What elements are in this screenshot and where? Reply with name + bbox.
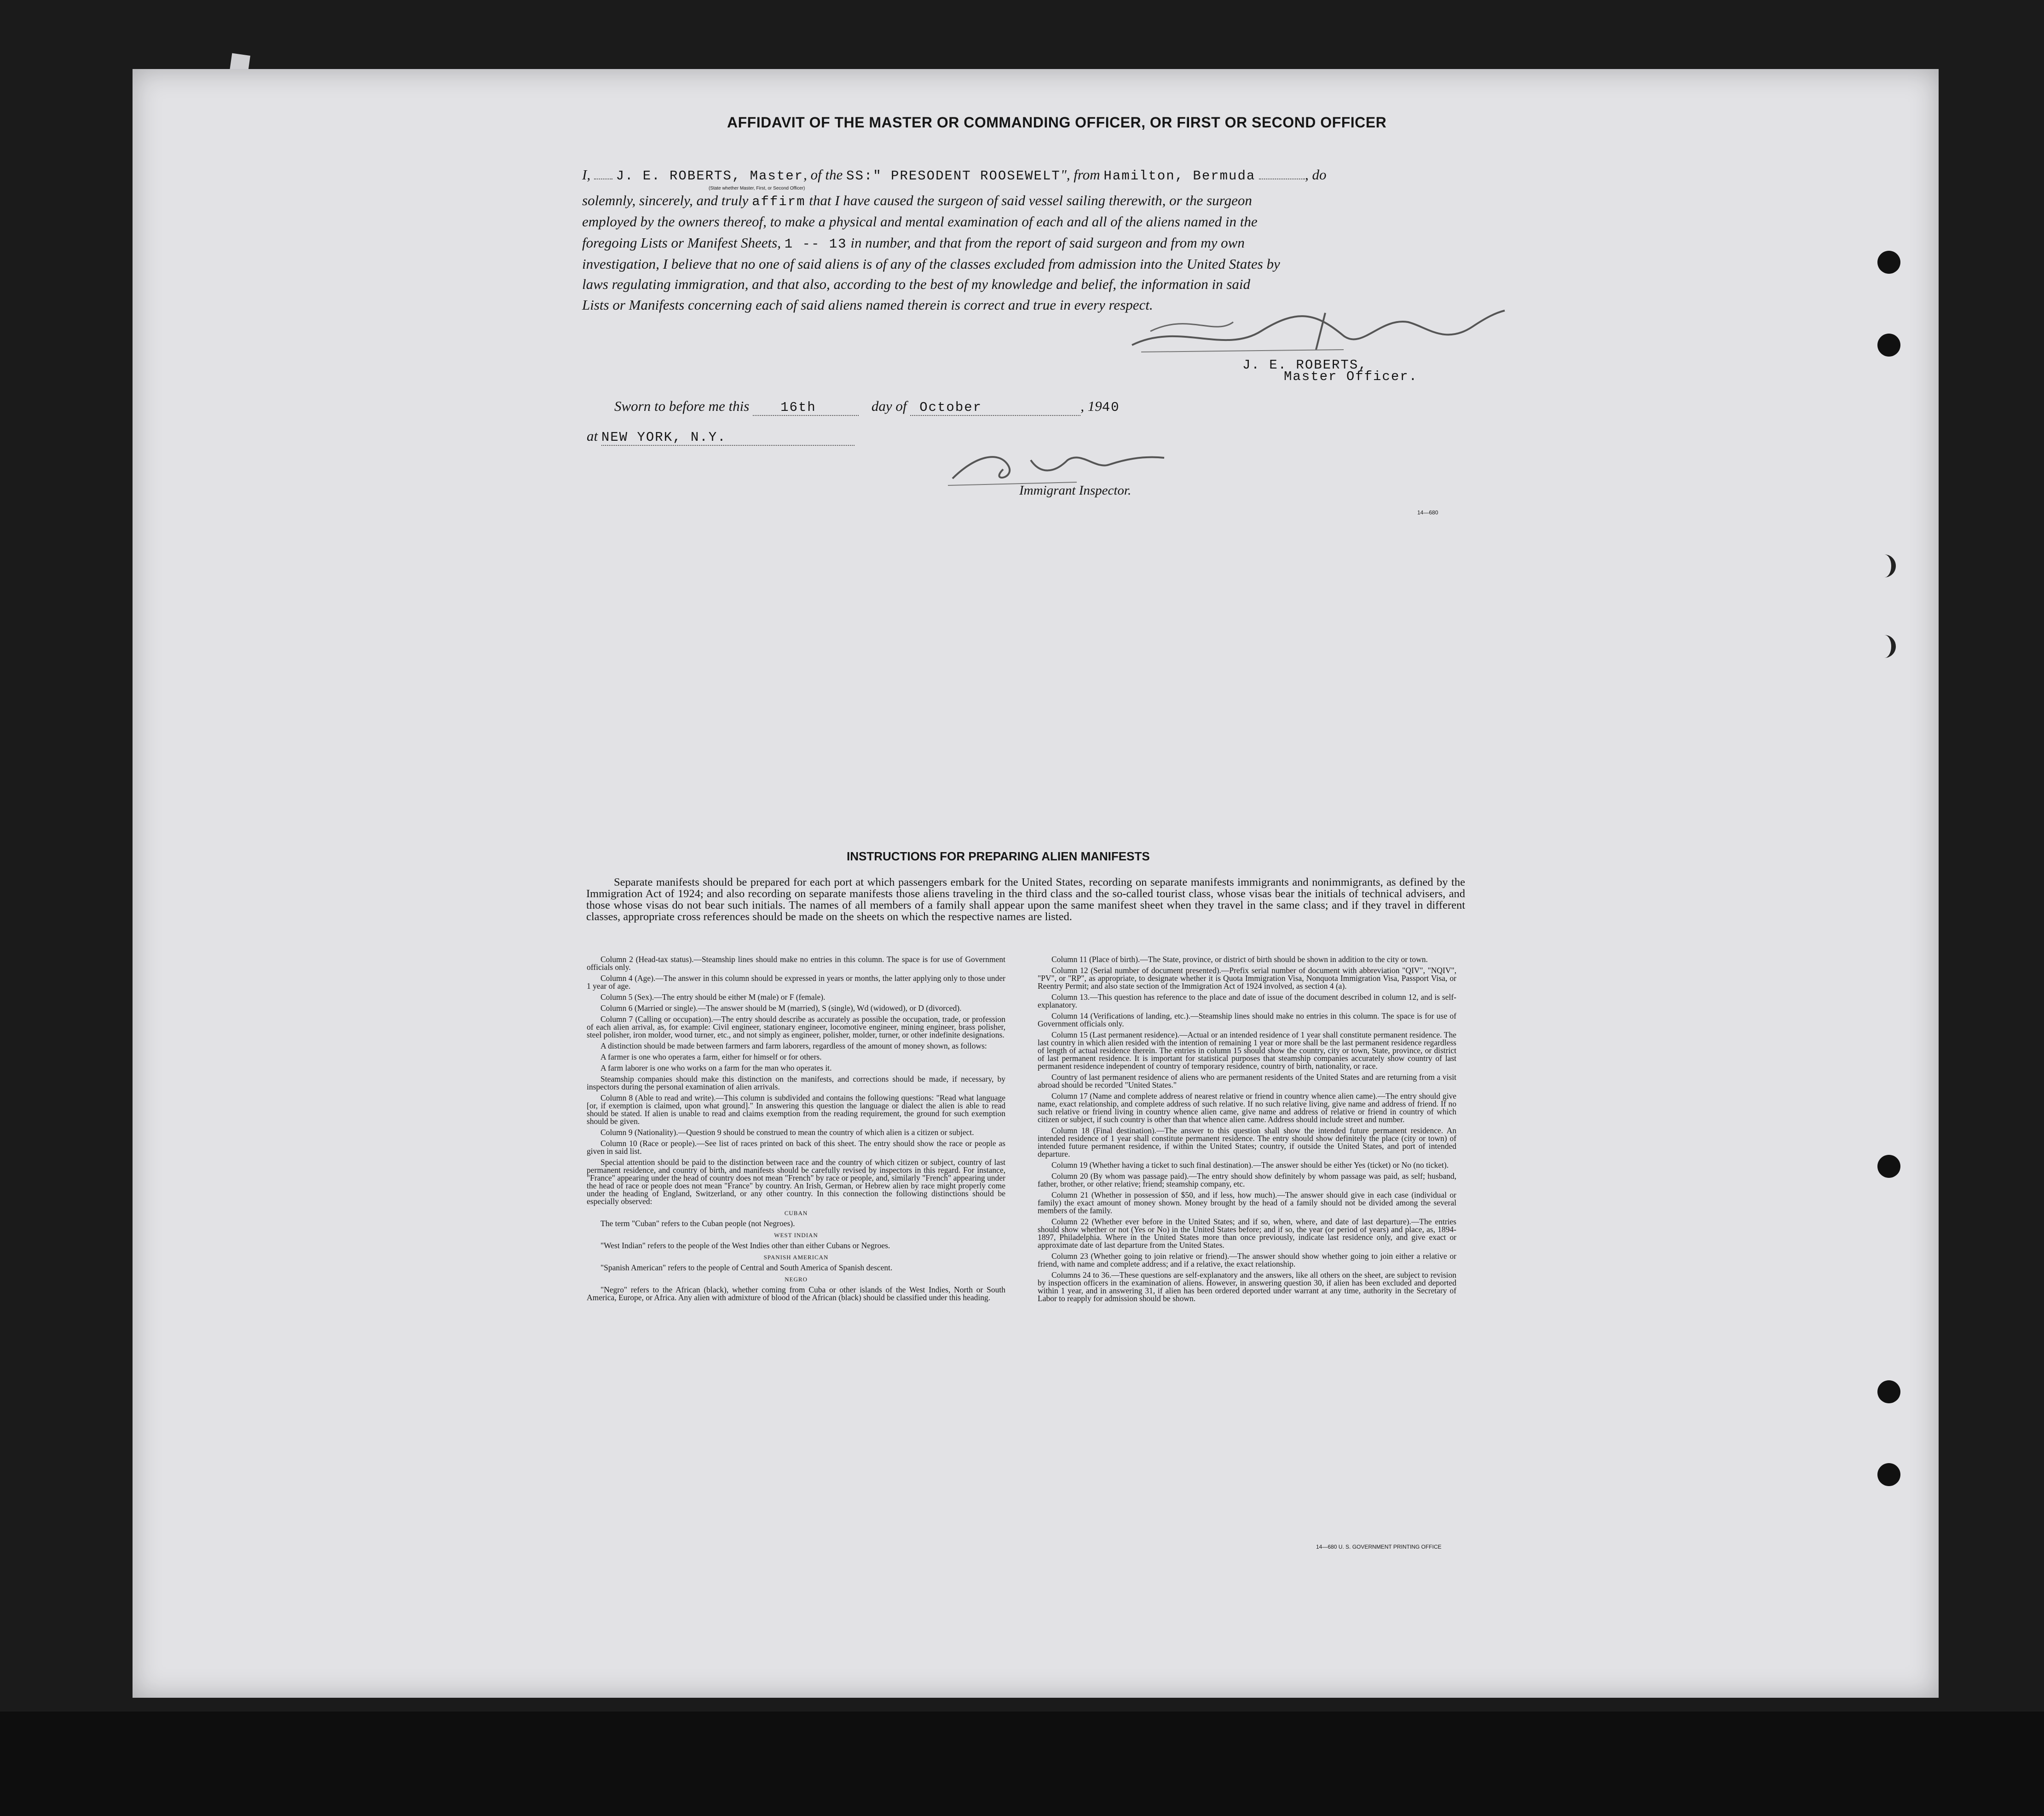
heading-negro: NEGRO [785, 1276, 808, 1283]
affidavit-line-6: laws regulating immigration, and that also, according to the best of my knowledge and belief, the information in said [582, 276, 1251, 292]
affirm-word: affirm [752, 194, 806, 209]
instructions-title: INSTRUCTIONS FOR PREPARING ALIEN MANIFESTS [847, 849, 1150, 863]
instruction-paragraph: Column 6 (Married or single).—The answer should be M (married), S (single), Wd (widowed), or D (divorced). [600, 1003, 962, 1013]
instruction-paragraph: Column 4 (Age).—The answer in this column should be expressed in years or months, the latter applying only to those under 1 year of age. [587, 974, 1005, 991]
sworn-label: Sworn to before me this [614, 398, 750, 414]
instruction-paragraph: Column 22 (Whether ever before in the United States; and if so, when, where, and date of last departure).—The entries should show whether or not (Yes or No) in the United States before; and if so, the year (or period of years) and place, as, 1894-1897, Philadelphia. Where in the United States more than once previously, indicate last residence only, and give exact or approximate date of last departure from the United States. [1038, 1217, 1456, 1250]
instruction-paragraph: Column 23 (Whether going to join relative or friend).—The answer should show whether going to join either a relative or friend, with name and complete address; and if a relative, the exact relationship. [1038, 1251, 1456, 1268]
affidavit-text: in number, and that from the report of said surgeon and from my own [850, 235, 1245, 251]
instruction-paragraph: Column 15 (Last permanent residence).—Actual or an intended residence of 1 year shall constitute permanent residence. The last country in which alien resided with the intention of remaining 1 year or more shall be the last permanent residence regardless of length of actual residence therein. The entries in column 15 should show the country, city or town, State, province, or district of last permanent residence. It is important for statistical purposes that steamship companies accurately show country of last permanent residence independent of country of temporary residence, country of birth, nationality, or race. [1038, 1030, 1456, 1071]
instruction-paragraph: Column 9 (Nationality).—Question 9 should be construed to mean the country of which alien is a citizen or subject. [600, 1128, 974, 1137]
inspector-signature [948, 442, 1224, 488]
spanish-american-definition: "Spanish American" refers to the people of Central and South America of Spanish descent. [600, 1263, 893, 1272]
negro-definition: "Negro" refers to the African (black), whether coming from Cuba or other islands of the West Indies, North or South America, Europe, or Africa. Any alien with admixture of blood of the African (black) should be classified under this heading. [587, 1285, 1005, 1302]
instruction-paragraph: Column 13.—This question has reference to the place and date of issue of the document described in column 12, and is self-explanatory. [1038, 992, 1456, 1009]
signer-name: J. E. ROBERTS, [1242, 357, 1368, 373]
affidavit-line-2 [582, 192, 1252, 209]
west-indian-definition: "West Indian" refers to the people of the West Indies other than either Cubans or Negroes. [600, 1241, 890, 1250]
signer-title: Master Officer. [1284, 369, 1418, 384]
affidavit-line-1 [582, 167, 1327, 184]
year-prefix: , 19 [1080, 398, 1102, 414]
instructions-intro: Separate manifests should be prepared for each port at which passengers embark for the United States, recording on separate manifests immigrants and nonimmigrants, as defined by the Immigration Act of 1924; and also recording on separate manifests those aliens traveling in the third class and the so-called tourist class, whose visas bear the initials of technical advisers, and those whose visas do not bear such initials. The names of all members of a family shall appear upon the same manifest sheet when they travel in the same class; and if they travel in different classes, appropriate cross references should be made on the sheets on which the respective names are listed. [586, 876, 1465, 923]
punch-hole [1873, 554, 1896, 577]
do-label: , do [1305, 167, 1327, 183]
instruction-paragraph: Column 12 (Serial number of document presented).—Prefix serial number of document with abbreviation "QIV", "NQIV", "PV", or "RP", as appropriate, to designate whether it is Quota Immigration Visa, Nonquota Immigration Visa, Passport Visa, or Reentry Permit; and also state section of the Immigration Act of 1924 involved, as section 4 (a). [1038, 966, 1456, 991]
day-of-label: day of [871, 398, 907, 414]
at-place-field [601, 428, 855, 446]
affidavit-text: foregoing Lists or Manifest Sheets, [582, 235, 781, 251]
affidavit-line-7: Lists or Manifests concerning each of said aliens named therein is correct and true in every respect. [582, 297, 1153, 313]
instruction-paragraph: Special attention should be paid to the distinction between race and the country of which citizen or subject, country of last permanent residence, and country of birth, and manifests should be carefully revised by inspectors in this regard. For instance, "France" appearing under the head of country does not mean "French" by race or people, and, similarly "French" appearing under the head of race or people does not mean "France" by country. An Irish, German, or Hebrew alien by race might properly come under the heading of England, Switzerland, or any other country. In this connection the following distinctions should be especially observed: [587, 1158, 1005, 1206]
sworn-day: 16th [780, 400, 816, 415]
affidavit-line-5: investigation, I believe that no one of said aliens is of any of the classes excluded from admission into the United States by [582, 256, 1280, 272]
punch-hole [1873, 635, 1896, 658]
instruction-paragraph: A farmer is one who operates a farm, either for himself or for others. [600, 1052, 822, 1061]
affidavit-title: AFFIDAVIT OF THE MASTER OR COMMANDING OFFICER, OR FIRST OR SECOND OFFICER [727, 114, 1387, 131]
affidavit-line-3: employed by the owners thereof, to make a physical and mental examination of each and all of the aliens named in the [582, 213, 1258, 230]
instruction-paragraph: Column 10 (Race or people).—See list of races printed on back of this sheet. The entry should show the race or people as given in said list. [587, 1139, 1005, 1156]
sworn-line [614, 398, 1120, 416]
at-line [587, 428, 855, 446]
sworn-month: October [919, 400, 982, 415]
sheet-count: 1 -- 13 [784, 236, 847, 252]
at-label: at [587, 428, 598, 444]
cuban-definition: The term "Cuban" refers to the Cuban people (not Negroes). [600, 1219, 795, 1228]
instruction-paragraph: Column 21 (Whether in possession of $50, and if less, how much).—The answer should give in each case (individual or family) the exact amount of money shown. Money brought by the head of a family should not be divided among the several members of the family. [1038, 1190, 1456, 1215]
instruction-paragraph: Column 2 (Head-tax status).—Steamship lines should make no entries in this column. The space is for use of Government officials only. [587, 955, 1005, 972]
year-suffix: 40 [1102, 400, 1120, 415]
instruction-paragraph: Column 18 (Final destination).—The answer to this question shall show the intended future permanent residence. An intended residence of 1 year shall constitute permanent residence. The entry should show definitely the place (city or town) of intended future permanent residence, if within the United States; country, if outside the United States, and port of intended departure. [1038, 1126, 1456, 1159]
at-place: NEW YORK, N.Y. [601, 430, 727, 445]
form-code: 14—680 [1417, 509, 1438, 516]
vessel-name: SS:" PRESODENT ROOSEWELT [846, 168, 1061, 184]
instructions-right-column [1038, 956, 1456, 1306]
instruction-paragraph: Country of last permanent residence of aliens who are permanent residents of the United States and are returning from a visit abroad should be recorded "United States." [1038, 1072, 1456, 1090]
punch-hole [1877, 334, 1900, 357]
heading-cuban: CUBAN [784, 1210, 808, 1216]
printing-office-code: 14—680 U. S. GOVERNMENT PRINTING OFFICE [1316, 1544, 1442, 1550]
scanner-background [0, 1712, 2044, 1816]
i-label: I, [582, 167, 591, 183]
instructions-left-column [587, 956, 1005, 1305]
affidavit-line-4 [582, 235, 1245, 252]
instruction-paragraph: Column 11 (Place of birth).—The State, province, or district of birth should be shown in addition to the city or town. [1051, 955, 1428, 964]
instruction-paragraph: Steamship companies should make this distinction on the manifests, and corrections should be made, if necessary, by inspectors during the personal examination of alien arrivals. [587, 1074, 1005, 1091]
affidavit-text: solemnly, sincerely, and truly [582, 192, 749, 208]
affidavit-text: that I have caused the surgeon of said vessel sailing therewith, or the surgeon [809, 192, 1252, 208]
sworn-day-field [753, 398, 859, 416]
departure-place: Hamilton, Bermuda [1103, 168, 1256, 184]
instruction-paragraph: Column 8 (Able to read and write).—This column is subdivided and contains the following questions: "Read what language [or, if exemption is claimed, upon what ground]." In answering this question the language or dialect the alien is able to read should be stated. If alien is unable to read and claims exemption from the reading requirement, the ground for such exemption should be given. [587, 1093, 1005, 1126]
instruction-paragraph: Column 7 (Calling or occupation).—The entry should describe as accurately as possible the occupation, trade, or profession of each alien arrival, as, for example: Civil engineer, stationary engineer, locomotive engineer, mining engineer, brass polisher, steel polisher, iron molder, wood turner, etc., and not simply as engineer, polisher, molder, turner, or other indefinite designations. [587, 1015, 1005, 1039]
signer-title-line [1284, 367, 1418, 384]
instruction-paragraph: A farm laborer is one who works on a farm for the man who operates it. [600, 1063, 832, 1072]
instruction-paragraph: Column 17 (Name and complete address of nearest relative or friend in country whence alien came).—The entry should give name, exact relationship, and complete address of such relative. If no such relative living, give name and address of friend. If no such relative or friend living in country whence alien came, give name and address of relative or friend in country of which citizen or subject, if such country is other than that whence alien came. Address should include street and number. [1038, 1091, 1456, 1124]
punch-hole [1877, 1463, 1900, 1486]
heading-spanish-american: SPANISH AMERICAN [763, 1254, 829, 1261]
state-note: (State whether Master, First, or Second Officer) [709, 186, 805, 191]
instruction-paragraph: A distinction should be made between farmers and farm laborers, regardless of the amount of money shown, as follows: [600, 1041, 987, 1050]
instruction-paragraph: Column 14 (Verifications of landing, etc.).—Steamship lines should make no entries in this column. The space is for use of Government officials only. [1038, 1011, 1456, 1028]
instruction-paragraph: Column 20 (By whom was passage paid).—The entry should show definitely by whom passage was paid, as self; husband, father, brother, or other relative; friend; steamship company, etc. [1038, 1171, 1456, 1188]
punch-hole [1877, 251, 1900, 274]
instruction-paragraph: Column 19 (Whether having a ticket to such final destination).—The answer should be either Yes (ticket) or No (no ticket). [1051, 1160, 1449, 1170]
heading-west-indian: WEST INDIAN [774, 1232, 818, 1239]
punch-hole [1877, 1380, 1900, 1403]
from-label: ", from [1060, 167, 1100, 183]
punch-hole [1877, 1155, 1900, 1178]
instruction-paragraph: Columns 24 to 36.—These questions are self-explanatory and the answers, like all others on the sheet, are subject to revision by inspection officers in the examination of aliens. However, in answering question 30, if alien has been excluded and deported within 1 year, and in answering 31, if alien has been ordered deported under warrant at any time, authority in the Secretary of Labor to reapply for admission should be shown. [1038, 1270, 1456, 1303]
inspector-label: Immigrant Inspector. [1019, 483, 1132, 498]
sworn-month-field [910, 398, 1080, 416]
of-the-label: , of the [803, 167, 843, 183]
instruction-paragraph: Column 5 (Sex).—The entry should be either M (male) or F (female). [600, 992, 826, 1002]
master-name: J. E. ROBERTS, Master [616, 168, 804, 184]
master-signature [1123, 304, 1509, 359]
